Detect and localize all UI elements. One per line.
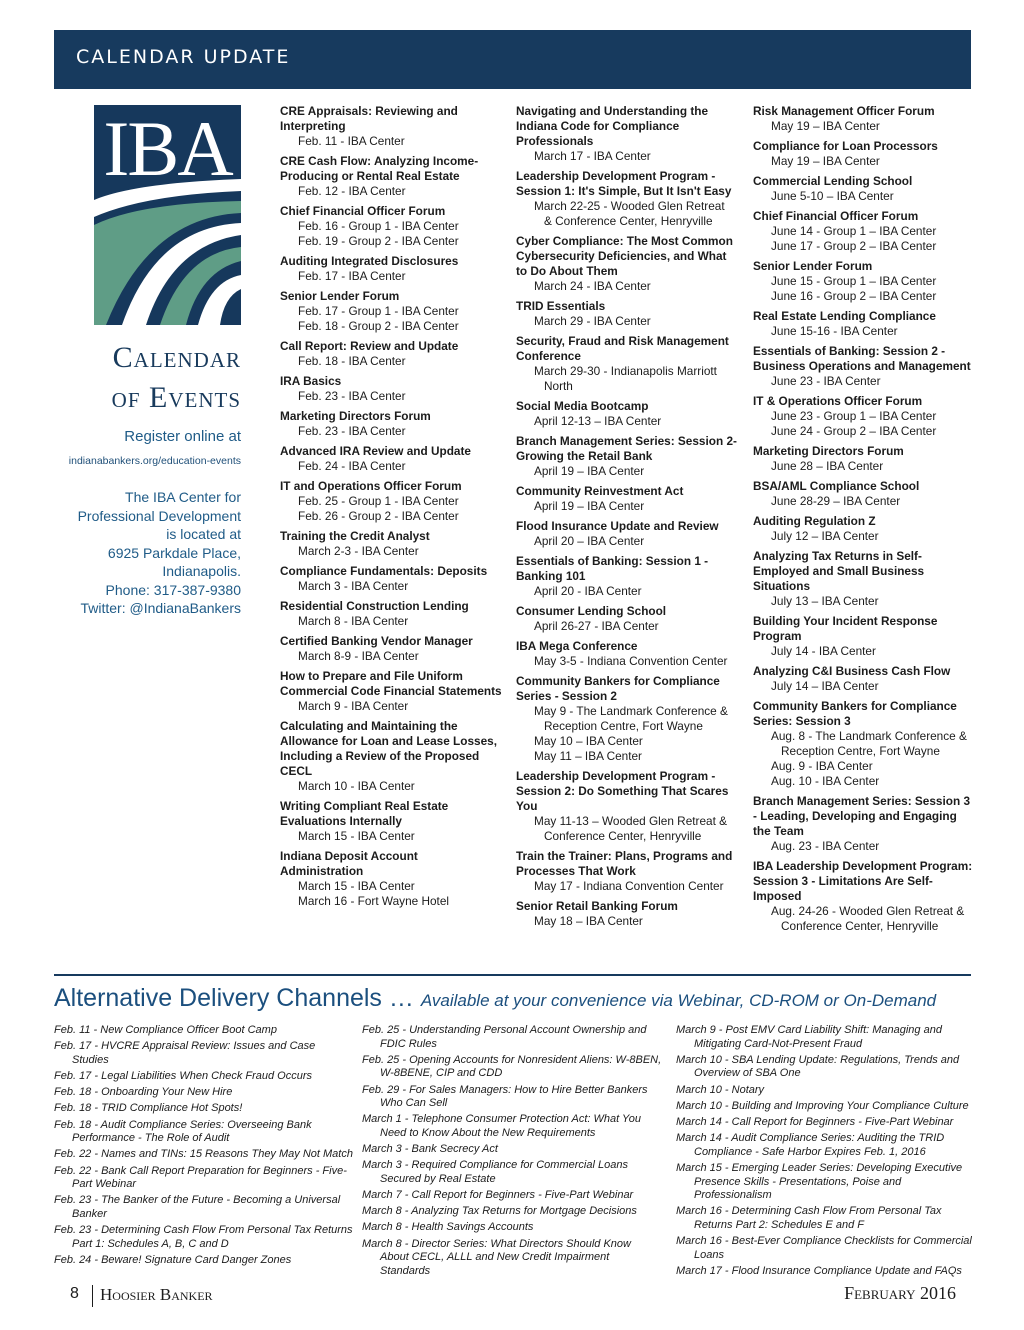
event-item — [280, 154, 502, 199]
event-item — [516, 554, 738, 599]
events-column-2 — [516, 104, 738, 934]
event-item — [516, 234, 738, 294]
alt-delivery-item: March 3 - Required Compliance for Commercial Loans Secured by Real Estate — [362, 1159, 628, 1185]
event-date: Feb. 25 - Group 1 - IBA Center — [298, 494, 459, 508]
event-item — [753, 479, 975, 509]
event-item — [516, 399, 738, 429]
alt-delivery-item: March 15 - Emerging Leader Series: Developing Executive Presence Skills - Presentations, Poise and Professionalism — [676, 1161, 963, 1202]
event-title: Senior Lender Forum — [280, 289, 400, 303]
event-date: Aug. 9 - IBA Center — [771, 759, 873, 773]
event-item — [753, 174, 975, 204]
header-title: CALENDAR UPDATE — [76, 46, 291, 68]
alt-delivery-item: Feb. 22 - Bank Call Report Preparation for Beginners - Five-Part Webinar — [54, 1164, 347, 1191]
event-date: Feb. 26 - Group 2 - IBA Center — [298, 509, 459, 523]
event-date: March 10 - IBA Center — [298, 779, 415, 793]
event-date: April 26-27 - IBA Center — [534, 619, 659, 633]
alt-delivery-item: Feb. 17 - HVCRE Appraisal Review: Issues and Case Studies — [54, 1040, 316, 1066]
header-bar — [54, 30, 971, 89]
alt-delivery-item: Feb. 23 - The Banker of the Future - Becoming a Universal Banker — [54, 1194, 341, 1220]
event-item — [280, 374, 502, 404]
event-item — [280, 719, 502, 794]
alt-list-column-1 — [54, 1024, 354, 1270]
event-title: Essentials of Banking: Session 2 - Business Operations and Management — [753, 344, 971, 373]
alt-delivery-item: Feb. 24 - Beware! Signature Card Danger Zones — [54, 1253, 292, 1266]
alt-delivery-item: Feb. 25 - Understanding Personal Account Ownership and FDIC Rules — [362, 1024, 647, 1050]
event-title: Compliance Fundamentals: Deposits — [280, 564, 488, 578]
event-title: Social Media Bootcamp — [516, 399, 649, 413]
event-title: IBA Leadership Development Program: Session 3 - Limitations Are Self-Imposed — [753, 859, 973, 903]
event-title: Writing Compliant Real Estate Evaluations Internally — [280, 799, 449, 828]
event-item — [280, 634, 502, 664]
event-title: Leadership Development Program - Session 2: Do Something That Scares You — [516, 769, 729, 813]
alt-list-column-2 — [362, 1024, 662, 1281]
event-date: June 23 - Group 1 – IBA Center — [771, 409, 937, 423]
alt-delivery-item: Feb. 11 - New Compliance Officer Boot Camp — [54, 1024, 277, 1036]
alt-delivery-item: Feb. 25 - Opening Accounts for Nonresident Aliens: W-8BEN, W-8BENE, CIP and CDD — [362, 1053, 662, 1080]
alt-delivery-item: March 8 - Analyzing Tax Returns for Mortgage Decisions — [362, 1205, 637, 1218]
event-date: Feb. 19 - Group 2 - IBA Center — [298, 234, 459, 248]
alt-delivery-item: March 14 - Audit Compliance Series: Auditing the TRID Compliance - Safe Harbor Expires Feb. 1, 2016 — [676, 1132, 945, 1158]
event-date: April 20 – IBA Center — [534, 534, 645, 548]
event-date: June 16 - Group 2 – IBA Center — [771, 289, 937, 303]
event-date: May 10 – IBA Center — [534, 734, 643, 748]
event-item — [753, 794, 975, 854]
event-date: March 2-3 - IBA Center — [298, 544, 419, 558]
event-title: CRE Cash Flow: Analyzing Income-Producing or Rental Real Estate — [280, 154, 479, 183]
center-info-line: Professional Development — [77, 507, 241, 524]
event-date: July 13 – IBA Center — [771, 594, 879, 608]
event-item — [280, 444, 502, 474]
event-date: April 20 - IBA Center — [534, 584, 642, 598]
event-item — [753, 444, 975, 474]
alt-delivery-item: Feb. 18 - Audit Compliance Series: Overseeing Bank Performance - The Role of Audit — [54, 1118, 312, 1145]
event-item — [753, 394, 975, 439]
alt-delivery-item: Feb. 23 - Determining Cash Flow From Personal Tax Returns Part 1: Schedules A, B, C and D — [54, 1224, 353, 1250]
event-title: Real Estate Lending Compliance — [753, 309, 936, 323]
event-date: June 23 - IBA Center — [771, 374, 881, 388]
alt-delivery-item: March 8 - Director Series: What Directors Should Know About CECL, ALLL and New Credit Impairment Standards — [362, 1237, 631, 1277]
event-title: TRID Essentials — [516, 299, 606, 313]
event-title: Calculating and Maintaining the Allowance for Loan and Lease Losses, Including a Review of the Proposed CECL — [280, 719, 497, 778]
event-date: March 3 - IBA Center — [298, 579, 409, 593]
center-info-line: The IBA Center for — [125, 489, 241, 505]
page-number: 8 — [70, 1285, 79, 1302]
event-date: May 17 - Indiana Convention Center — [534, 879, 724, 893]
event-item — [753, 309, 975, 339]
event-item — [516, 639, 738, 669]
event-item — [280, 669, 502, 714]
alt-delivery-item: March 16 - Best-Ever Compliance Checklists for Commercial Loans — [676, 1235, 972, 1261]
event-title: Auditing Integrated Disclosures — [280, 254, 459, 268]
event-item — [280, 339, 502, 369]
event-title: Building Your Incident Response Program — [753, 614, 938, 643]
event-title: Essentials of Banking: Session 1 - Banking 101 — [516, 554, 709, 583]
event-date: March 15 - IBA Center — [298, 879, 415, 893]
alt-delivery-item: Feb. 17 - Legal Liabilities When Check Fraud Occurs — [54, 1069, 313, 1082]
event-title: Marketing Directors Forum — [753, 444, 904, 458]
event-title: Certified Banking Vendor Manager — [280, 634, 473, 648]
event-item — [753, 344, 975, 389]
event-date: March 22-25 - Wooded Glen Retreat & Conference Center, Henryville — [534, 199, 725, 228]
event-date: July 14 – IBA Center — [771, 679, 879, 693]
logo-text: IBA — [103, 105, 232, 192]
event-title: Consumer Lending School — [516, 604, 667, 618]
event-date: March 15 - IBA Center — [298, 829, 415, 843]
event-date: Feb. 23 - IBA Center — [298, 389, 406, 403]
event-item — [516, 519, 738, 549]
event-item — [280, 254, 502, 284]
event-date: Aug. 8 - The Landmark Conference & Reception Centre, Fort Wayne — [771, 729, 967, 758]
alt-delivery-item: March 9 - Post EMV Card Liability Shift: Managing and Mitigating Card-Not-Present Fraud — [676, 1024, 942, 1050]
event-title: Senior Retail Banking Forum — [516, 899, 678, 913]
alt-delivery-heading — [54, 984, 936, 1013]
issue-date: February 2016 — [844, 1283, 956, 1303]
alt-delivery-item: March 1 - Telephone Consumer Protection Act: What You Need to Know About the New Requirements — [362, 1113, 642, 1139]
event-title: Cyber Compliance: The Most Common Cybersecurity Deficiencies, and What to Do About Them — [516, 234, 733, 278]
center-info-line: is located at — [166, 526, 241, 542]
event-item — [280, 409, 502, 439]
center-info-line: Indianapolis. — [162, 563, 241, 579]
event-date: April 19 – IBA Center — [534, 499, 645, 513]
event-date: May 3-5 - Indiana Convention Center — [534, 654, 728, 668]
event-title: IT and Operations Officer Forum — [280, 479, 462, 493]
event-item — [280, 849, 502, 909]
alt-delivery-item: Feb. 22 - Names and TINs: 15 Reasons They May Not Match — [54, 1148, 353, 1161]
event-date: May 11 – IBA Center — [534, 749, 642, 763]
events-column-1 — [280, 104, 502, 914]
event-item — [753, 859, 975, 934]
iba-logo — [94, 105, 241, 325]
event-date: May 9 - The Landmark Conference & Reception Centre, Fort Wayne — [534, 704, 728, 733]
event-item — [280, 289, 502, 334]
event-date: July 12 – IBA Center — [771, 529, 879, 543]
event-item — [516, 769, 738, 844]
event-date: Feb. 17 - IBA Center — [298, 269, 406, 283]
event-title: IBA Mega Conference — [516, 639, 638, 653]
event-title: Flood Insurance Update and Review — [516, 519, 719, 533]
event-item — [516, 604, 738, 634]
event-item — [516, 104, 738, 164]
register-label: Register online at — [124, 428, 241, 445]
alt-delivery-item: March 7 - Call Report for Beginners - Five-Part Webinar — [362, 1189, 634, 1202]
event-date: March 24 - IBA Center — [534, 279, 651, 293]
event-title: Community Reinvestment Act — [516, 484, 684, 498]
event-date: May 11-13 – Wooded Glen Retreat & Conference Center, Henryville — [534, 814, 728, 843]
event-item — [280, 104, 502, 149]
event-title: Navigating and Understanding the Indiana Code for Compliance Professionals — [516, 104, 709, 148]
event-date: June 17 - Group 2 – IBA Center — [771, 239, 937, 253]
event-date: June 15-16 - IBA Center — [771, 324, 898, 338]
event-item — [280, 599, 502, 629]
event-item — [280, 529, 502, 559]
event-title: Call Report: Review and Update — [280, 339, 459, 353]
event-title: Marketing Directors Forum — [280, 409, 431, 423]
event-date: June 24 - Group 2 – IBA Center — [771, 424, 937, 438]
event-item — [516, 434, 738, 479]
event-date: May 19 – IBA Center — [771, 154, 880, 168]
event-date: Feb. 18 - IBA Center — [298, 354, 406, 368]
alt-delivery-item: Feb. 29 - For Sales Managers: How to Hire Better Bankers Who Can Sell — [362, 1083, 648, 1110]
event-date: May 19 – IBA Center — [771, 119, 880, 133]
event-date: March 8-9 - IBA Center — [298, 649, 419, 663]
alt-delivery-item: Feb. 18 - TRID Compliance Hot Spots! — [54, 1102, 243, 1115]
event-title: CRE Appraisals: Reviewing and Interpreting — [280, 104, 458, 133]
event-date: June 28-29 – IBA Center — [771, 494, 901, 508]
event-title: How to Prepare and File Uniform Commercial Code Financial Statements — [280, 669, 502, 698]
event-date: June 28 – IBA Center — [771, 459, 884, 473]
event-date: June 15 - Group 1 – IBA Center — [771, 274, 937, 288]
alt-delivery-item: March 17 - Flood Insurance Compliance Update and FAQs — [676, 1264, 962, 1277]
event-item — [280, 799, 502, 844]
alt-delivery-title: Alternative Delivery Channels … — [54, 984, 414, 1012]
event-item — [753, 614, 975, 659]
event-date: June 5-10 – IBA Center — [771, 189, 894, 203]
publication-name: Hoosier Banker — [100, 1285, 213, 1304]
event-item — [753, 104, 975, 134]
event-title: Chief Financial Officer Forum — [753, 209, 919, 223]
event-date: Feb. 16 - Group 1 - IBA Center — [298, 219, 459, 233]
event-date: March 16 - Fort Wayne Hotel — [298, 894, 450, 908]
event-title: Advanced IRA Review and Update — [280, 444, 471, 458]
alt-delivery-item: March 3 - Bank Secrecy Act — [362, 1143, 498, 1156]
event-item — [280, 479, 502, 524]
alt-delivery-item: March 14 - Call Report for Beginners - Five-Part Webinar — [676, 1115, 954, 1128]
event-item — [753, 514, 975, 544]
event-date: Feb. 17 - Group 1 - IBA Center — [298, 304, 459, 318]
event-title: BSA/AML Compliance School — [753, 479, 920, 493]
event-title: Community Bankers for Compliance Series: Session 3 — [753, 699, 957, 728]
event-date: March 9 - IBA Center — [298, 699, 409, 713]
event-date: Feb. 11 - IBA Center — [298, 134, 405, 148]
center-info-phone: Phone: 317-387-9380 — [105, 581, 241, 598]
event-item — [516, 169, 738, 229]
events-column-3 — [753, 104, 975, 939]
event-item — [753, 139, 975, 169]
event-title: Train the Trainer: Plans, Programs and Processes That Work — [516, 849, 733, 878]
footer-separator — [92, 1285, 93, 1307]
center-info-twitter: Twitter: @IndianaBankers — [80, 600, 241, 616]
event-title: Senior Lender Forum — [753, 259, 873, 273]
event-item — [753, 664, 975, 694]
event-title: Chief Financial Officer Forum — [280, 204, 446, 218]
event-date: April 19 – IBA Center — [534, 464, 645, 478]
event-item — [516, 899, 738, 929]
center-info — [78, 488, 241, 618]
event-title: Indiana Deposit Account Administration — [280, 849, 418, 878]
event-item — [516, 849, 738, 894]
event-item — [516, 299, 738, 329]
event-date: Feb. 12 - IBA Center — [298, 184, 406, 198]
event-date: March 8 - IBA Center — [298, 614, 409, 628]
alt-delivery-item: March 8 - Health Savings Accounts — [362, 1221, 534, 1234]
event-title: Branch Management Series: Session 2- Growing the Retail Bank — [516, 434, 737, 463]
event-title: Compliance for Loan Processors — [753, 139, 938, 153]
event-date: Aug. 10 - IBA Center — [771, 774, 880, 788]
event-title: Analyzing C&I Business Cash Flow — [753, 664, 951, 678]
event-title: Leadership Development Program - Session 1: It's Simple, But It Isn't Easy — [516, 169, 732, 198]
event-date: May 18 – IBA Center — [534, 914, 643, 928]
event-item — [280, 564, 502, 594]
event-title: IT & Operations Officer Forum — [753, 394, 923, 408]
event-title: Residential Construction Lending — [280, 599, 469, 613]
event-item — [753, 549, 975, 609]
event-date: March 29-30 - Indianapolis Marriott North — [534, 364, 717, 393]
event-item — [753, 209, 975, 254]
event-date: Feb. 23 - IBA Center — [298, 424, 406, 438]
calendar-of-events-title — [112, 338, 241, 418]
alt-delivery-item: Feb. 18 - Onboarding Your New Hire — [54, 1086, 233, 1099]
calendar-title-line: of Events — [111, 381, 241, 414]
event-item — [753, 699, 975, 789]
event-date: April 12-13 – IBA Center — [534, 414, 662, 428]
alt-delivery-subtitle: Available at your convenience via Webinar, CD-ROM or On-Demand — [420, 991, 937, 1010]
event-title: Training the Credit Analyst — [280, 529, 430, 543]
alt-delivery-item: March 16 - Determining Cash Flow From Personal Tax Returns Part 2: Schedules E and F — [676, 1205, 942, 1231]
event-date: Feb. 18 - Group 2 - IBA Center — [298, 319, 459, 333]
event-title: Community Bankers for Compliance Series - Session 2 — [516, 674, 720, 703]
alt-delivery-item: March 10 - Notary — [676, 1083, 765, 1096]
event-title: IRA Basics — [280, 374, 342, 388]
event-date: June 14 - Group 1 – IBA Center — [771, 224, 937, 238]
event-item — [516, 484, 738, 514]
event-title: Risk Management Officer Forum — [753, 104, 935, 118]
event-title: Analyzing Tax Returns in Self-Employed and Small Business Situations — [753, 549, 925, 593]
event-title: Commercial Lending School — [753, 174, 913, 188]
alt-list-column-3 — [676, 1024, 976, 1281]
alt-delivery-item: March 10 - SBA Lending Update: Regulations, Trends and Overview of SBA One — [676, 1053, 960, 1080]
calendar-title-line: Calendar — [112, 341, 241, 374]
event-title: Branch Management Series: Session 3 - Leading, Developing and Engaging the Team — [753, 794, 971, 838]
event-item — [280, 204, 502, 249]
register-url-link[interactable]: indianabankers.org/education-events — [68, 455, 241, 467]
event-date: March 17 - IBA Center — [534, 149, 651, 163]
event-date: Aug. 24-26 - Wooded Glen Retreat & Conference Center, Henryville — [771, 904, 965, 933]
event-date: Aug. 23 - IBA Center — [771, 839, 880, 853]
center-info-line: 6925 Parkdale Place, — [107, 544, 241, 561]
event-title: Security, Fraud and Risk Management Conference — [516, 334, 729, 363]
event-date: March 29 - IBA Center — [534, 314, 651, 328]
event-item — [516, 334, 738, 394]
event-title: Auditing Regulation Z — [753, 514, 876, 528]
alt-delivery-item: March 10 - Building and Improving Your Compliance Culture — [676, 1099, 969, 1112]
event-date: Feb. 24 - IBA Center — [298, 459, 406, 473]
event-date: July 14 - IBA Center — [771, 644, 876, 658]
event-item — [753, 259, 975, 304]
event-item — [516, 674, 738, 764]
section-divider — [54, 974, 971, 976]
